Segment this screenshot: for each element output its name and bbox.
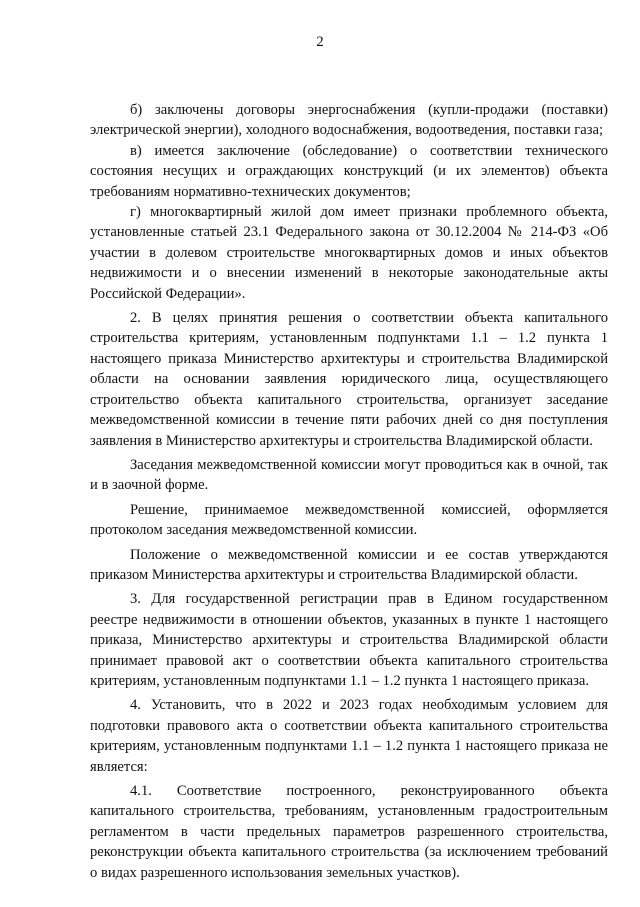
paragraph-3-state-registration: 3. Для государственной регистрации прав в Едином государственном реестре недвижимости в отношении объектов, указанных в пункте 1 настоящего приказа, Министерство архитектуры и строительства Владимирской области принимает правовой акт о соответствии объекта капитального строительства критериям, установленным подпунктами 1.1 – 1.2 пункта 1 настоящего приказа.: [90, 591, 608, 689]
paragraph-decision-protocol: Решение, принимаемое межведомственной комиссией, оформляется протоколом заседания межведомственной комиссии.: [90, 501, 608, 539]
paragraph-b-energy-contracts: б) заключены договоры энергоснабжения (купли-продажи (поставки) электрической энергии), холодного водоснабжения, водоотведения, поставки газа;: [90, 102, 608, 139]
paragraph-2-commission-meeting: 2. В целях принятия решения о соответствии объекта капитального строительства критериям, установленным подпунктами 1.1 – 1.2 пункта 1 настоящего приказа Министерство архитектуры и строительства Владимирской области на основании заявления юридического лица, осуществляющего строительство объекта капитального строительства, организует заседание межведомственной комиссии в течение пяти рабочих дней со дня поступления заявления в Министерство архитектуры и строительства Владимирской области.: [90, 310, 608, 449]
document-body: [90, 100, 608, 883]
page-number: 2: [316, 34, 324, 50]
paragraph-g-problem-object: г) многоквартирный жилой дом имеет признаки проблемного объекта, установленные статьей 23.1 Федерального закона от 30.12.2004 № 214-ФЗ «Об участии в долевом строительстве многоквартирных домов и иных объектов недвижимости и о внесении изменений в некоторые законодательные акты Российской Федерации».: [90, 204, 608, 302]
paragraph-4-conditions: 4. Установить, что в 2022 и 2023 годах необходимым условием для подготовки правового акта о соответствии объекта капитального строительства критериям, установленным подпунктами 1.1 – 1.2 пункта 1 настоящего приказа не является:: [90, 697, 608, 775]
paragraph-4-1-compliance: 4.1. Соответствие построенного, реконструированного объекта капитального строительства, требованиям, установленным градостроительным регламентом в части предельных параметров разрешенного строительства, реконструкции объекта капитального строительства (за исключением требований о видах разрешенного использования земельных участков).: [90, 783, 608, 881]
paragraph-meeting-forms: Заседания межведомственной комиссии могут проводиться как в очной, так и в заочной форме.: [90, 456, 608, 494]
paragraph-v-technical-inspection: в) имеется заключение (обследование) о соответствии технического состояния несущих и ограждающих конструкций (и их элементов) объекта требованиям нормативно-технических документов;: [90, 142, 608, 200]
paragraph-commission-regulation: Положение о межведомственной комиссии и ее состав утверждаются приказом Министерства архитектуры и строительства Владимирской области.: [90, 546, 608, 583]
